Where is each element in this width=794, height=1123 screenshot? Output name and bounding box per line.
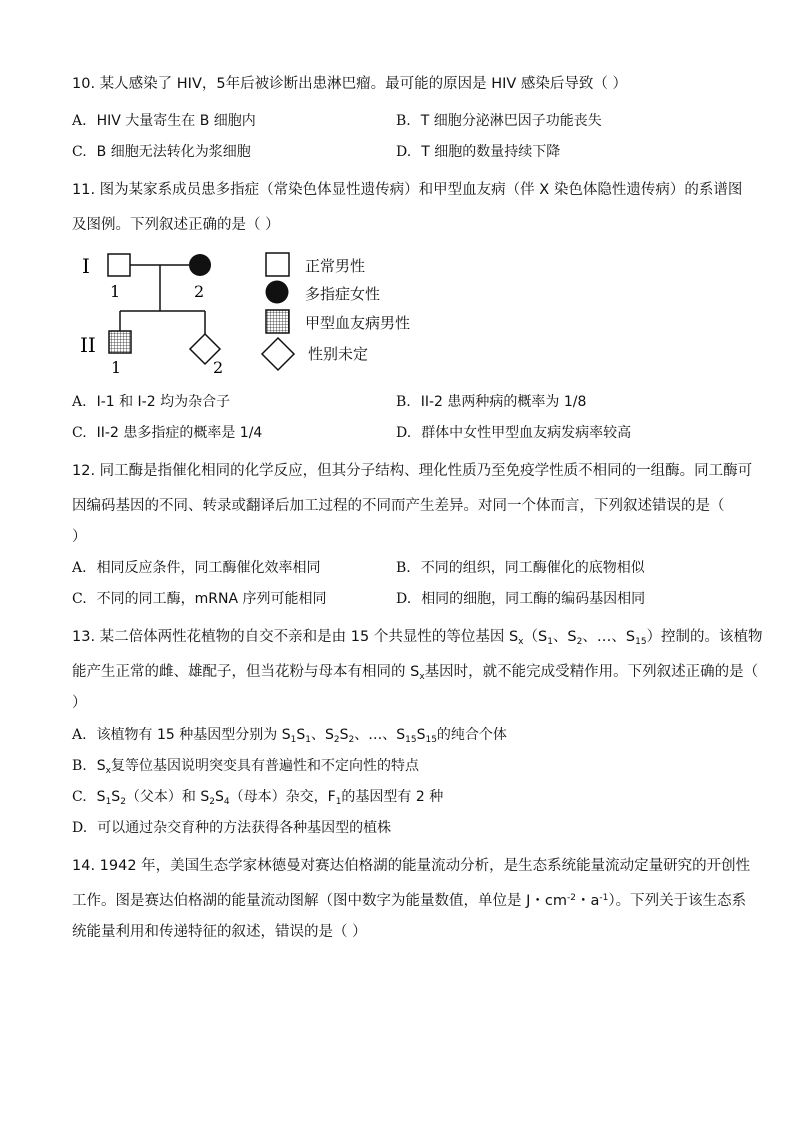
option-letter: C. — [72, 425, 87, 441]
superscript: -1 — [599, 893, 609, 903]
option-text: T 细胞分泌淋巴因子功能丧失 — [420, 113, 602, 129]
individual-I-2 — [189, 254, 211, 276]
legend-normal-male-icon — [266, 253, 289, 276]
text-run: 、…、S — [354, 727, 406, 743]
option-text: B 细胞无法转化为浆细胞 — [96, 144, 251, 160]
text-run: 13. 某二倍体两性花植物的自交不亲和是由 15 个共显性的等位基因 S — [72, 629, 519, 645]
q11-option-c[interactable] — [72, 422, 262, 442]
subscript: x — [419, 672, 425, 682]
subscript: 2 — [576, 637, 583, 647]
q11-option-b[interactable] — [396, 391, 586, 411]
subscript: 1 — [290, 735, 297, 745]
q13-option-d[interactable] — [72, 817, 391, 837]
q13-option-a[interactable] — [72, 724, 507, 744]
legend-sex-unknown-icon — [262, 338, 294, 370]
subscript: 2 — [333, 735, 340, 745]
text-run: ・a — [575, 893, 600, 909]
legend-label: 性别未定 — [308, 345, 369, 363]
subscript: 1 — [547, 637, 553, 647]
option-text: 不同的组织，同工酶催化的底物相似 — [420, 560, 645, 576]
pedigree-diagram — [0, 0, 794, 400]
option-text: T 细胞的数量持续下降 — [421, 144, 561, 160]
q12-stem-line1: 12. 同工酶是指催化相同的化学反应，但其分子结构、理化性质乃至免疫学性质不相同的一组酶。同工酶可 — [72, 463, 753, 479]
text-run: S — [96, 789, 106, 805]
text-run: S — [111, 789, 121, 805]
individual-number: 2 — [213, 358, 224, 377]
option-text: I-1 和 I-2 均为杂合子 — [96, 394, 231, 410]
q12-option-c[interactable] — [72, 588, 327, 608]
generation-label-2: II — [80, 333, 96, 357]
text-run: 、S — [552, 629, 577, 645]
text-run: （母本）杂交，F — [229, 789, 336, 805]
text-run: （父本）和 S — [125, 789, 210, 805]
option-letter: B. — [396, 560, 411, 576]
text-run: S — [296, 727, 306, 743]
q14-stem-line3: 统能量利用和传递特征的叙述，错误的是（ ） — [72, 924, 367, 940]
option-letter: C. — [72, 144, 87, 160]
option-letter: B. — [72, 758, 87, 774]
text-run: 的基因型有 2 种 — [341, 789, 444, 805]
individual-number: 1 — [110, 282, 121, 301]
legend-label: 多指症女性 — [305, 285, 381, 303]
individual-II-1 — [109, 331, 131, 353]
legend-label: 甲型血友病男性 — [305, 314, 411, 332]
option-text: II-2 患两种病的概率为 1/8 — [420, 394, 587, 410]
subscript: 15 — [405, 735, 417, 745]
text-run: S — [215, 789, 224, 805]
q11-option-a[interactable] — [72, 391, 230, 411]
option-text: 不同的同工酶，mRNA 序列可能相同 — [96, 591, 327, 607]
option-letter: A. — [72, 727, 87, 743]
q10-stem: 10. 某人感染了 HIV，5年后被诊断出患淋巴瘤。最可能的原因是 HIV 感染后导致（ ） — [72, 76, 628, 92]
text-run: S — [416, 727, 426, 743]
text-run: ）。下列关于该生态系 — [608, 893, 747, 909]
option-text: 相同的细胞，同工酶的编码基因相同 — [421, 591, 646, 607]
legend-polydactyly-female-icon — [266, 281, 289, 304]
option-letter: D. — [396, 591, 412, 607]
individual-number: 1 — [111, 358, 122, 377]
superscript: -2 — [566, 893, 576, 903]
q13-option-c[interactable] — [72, 786, 443, 806]
option-letter: C. — [72, 591, 87, 607]
subscript: 1 — [305, 735, 311, 745]
text-run: 工作。图是赛达伯格湖的能量流动图解（图中数字为能量数值，单位是 J・cm — [72, 893, 567, 909]
option-letter: D. — [72, 820, 88, 836]
text-run: S — [96, 758, 106, 774]
option-letter: D. — [396, 144, 412, 160]
q12-option-b[interactable] — [396, 557, 645, 577]
option-letter: B. — [396, 113, 411, 129]
q13-option-b[interactable] — [72, 755, 419, 775]
text-run: ）控制的。该植物 — [646, 629, 763, 645]
legend-hemophilia-male-icon — [266, 310, 289, 333]
subscript: 15 — [425, 735, 437, 745]
subscript: x — [518, 637, 524, 647]
q12-option-d[interactable] — [396, 588, 645, 608]
subscript: 15 — [635, 637, 647, 647]
subscript: 2 — [209, 797, 215, 807]
subscript: 1 — [335, 797, 342, 807]
option-text: 群体中女性甲型血友病发病率较高 — [421, 425, 632, 441]
option-letter: D. — [396, 425, 412, 441]
text-run: 基因时，就不能完成受精作用。下列叙述正确的是（ — [424, 664, 759, 680]
q13-stem-line2 — [72, 660, 759, 682]
option-letter: A. — [72, 113, 87, 129]
legend-label: 正常男性 — [305, 257, 366, 275]
text-run: 该植物有 15 种基因型分别为 S — [96, 727, 291, 743]
individual-I-1 — [108, 254, 130, 276]
q11-stem-line1: 11. 图为某家系成员患多指症（常染色体显性遗传病）和甲型血友病（伴 X 染色体隐性遗传病）的系谱图 — [72, 182, 743, 198]
q12-stem-line3: ） — [72, 529, 87, 545]
text-run: 能产生正常的雌、雄配子，但当花粉与母本有相同的 S — [72, 664, 420, 680]
option-text: 相同反应条件，同工酶催化效率相同 — [96, 560, 321, 576]
q14-stem-line2 — [72, 889, 747, 910]
q14-stem-line1: 14. 1942 年，美国生态学家林德曼对赛达伯格湖的能量流动分析，是生态系统能量流动定量研究的开创性 — [72, 858, 751, 874]
text-run: （S — [523, 629, 548, 645]
q12-stem-line2: 因编码基因的不同、转录或翻译后加工过程的不同而产生差异。对同一个体而言，下列叙述错误的是（ — [72, 498, 725, 514]
text-run: 、S — [310, 727, 334, 743]
q13-stem-line1 — [72, 625, 763, 647]
q13-stem-line3: ） — [72, 695, 87, 711]
option-letter: A. — [72, 560, 87, 576]
option-letter: B. — [396, 394, 411, 410]
subscript: x — [105, 766, 111, 776]
option-text: 可以通过杂交育种的方法获得各种基因型的植株 — [97, 820, 392, 836]
individual-number: 2 — [194, 282, 205, 301]
option-text: II-2 患多指症的概率是 1/4 — [96, 425, 263, 441]
subscript: 1 — [105, 797, 112, 807]
text-run: 、…、S — [582, 629, 636, 645]
option-letter: A. — [72, 394, 87, 410]
option-text: HIV 大量寄生在 B 细胞内 — [96, 113, 256, 129]
q11-stem-line2: 及图例。下列叙述正确的是（ ） — [72, 217, 280, 233]
subscript: 4 — [223, 797, 230, 807]
generation-label-1: I — [82, 254, 90, 278]
q12-option-a[interactable] — [72, 557, 321, 577]
option-letter: C. — [72, 789, 87, 805]
q11-option-d[interactable] — [396, 422, 631, 442]
subscript: 2 — [348, 735, 355, 745]
subscript: 2 — [120, 797, 126, 807]
text-run: 的纯合个体 — [436, 727, 507, 743]
text-run: 复等位基因说明突变具有普遍性和不定向性的特点 — [110, 758, 419, 774]
text-run: S — [339, 727, 349, 743]
